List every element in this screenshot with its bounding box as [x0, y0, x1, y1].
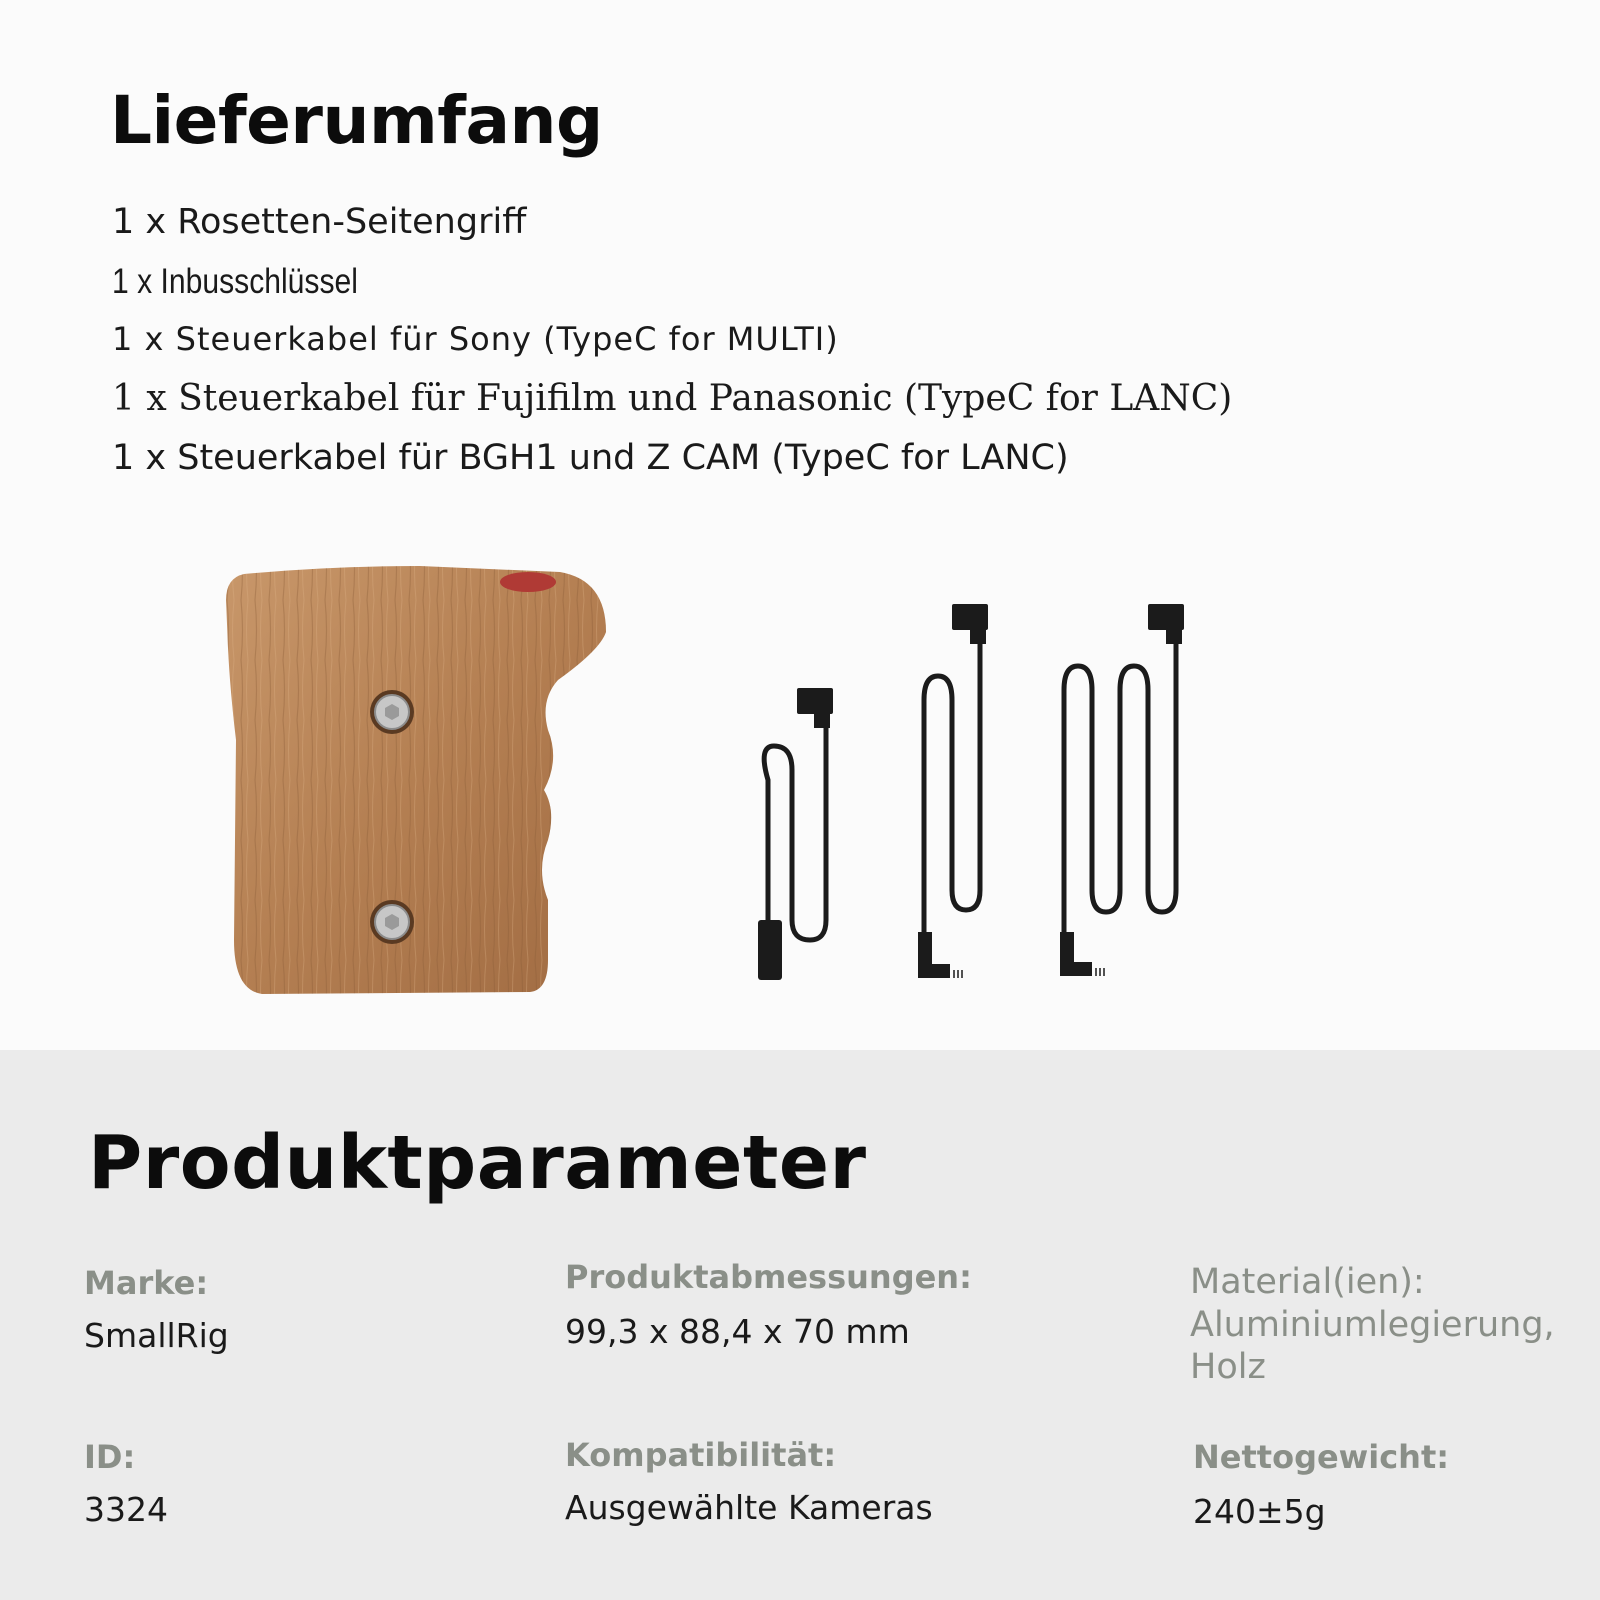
weight-value: 240±5g — [1193, 1492, 1326, 1531]
dimensions-value: 99,3 x 88,4 x 70 mm — [565, 1312, 910, 1351]
material-value: Aluminiumlegierung, Holz — [1190, 1305, 1555, 1387]
id-label: ID: — [84, 1438, 136, 1476]
screw-icon — [370, 690, 414, 734]
id-value: 3324 — [84, 1490, 168, 1529]
parameters-title: Produktparameter — [88, 1120, 867, 1206]
cable-sony — [758, 688, 833, 980]
included-item: 1 x Rosetten-Seitengriff — [112, 202, 527, 242]
weight-label: Nettogewicht: — [1193, 1438, 1450, 1476]
compatibility-value: Ausgewählte Kameras — [565, 1488, 933, 1527]
screw-icon — [370, 900, 414, 944]
included-item: 1 x Inbusschlüssel — [112, 262, 358, 301]
included-item: 1 x Steuerkabel für Sony (TypeC for MULTI) — [112, 320, 839, 358]
included-title: Lieferumfang — [110, 82, 603, 159]
product-illustration — [0, 540, 1600, 1020]
included-item: 1 x Steuerkabel für BGH1 und Z CAM (TypeC for LANC) — [112, 438, 1069, 478]
compatibility-label: Kompatibilität: — [565, 1436, 837, 1474]
cable-fujifilm-panasonic — [918, 604, 988, 978]
cable-bgh1-zcam — [1060, 604, 1184, 976]
wooden-grip — [226, 566, 606, 994]
brand-value: SmallRig — [84, 1316, 229, 1355]
material-label: Material(ien): — [1190, 1262, 1425, 1302]
brand-label: Marke: — [84, 1264, 209, 1302]
included-item: 1 x Steuerkabel für Fujifilm und Panasonic (TypeC for LANC) — [112, 378, 1233, 419]
dimensions-label: Produktabmessungen: — [565, 1258, 972, 1296]
